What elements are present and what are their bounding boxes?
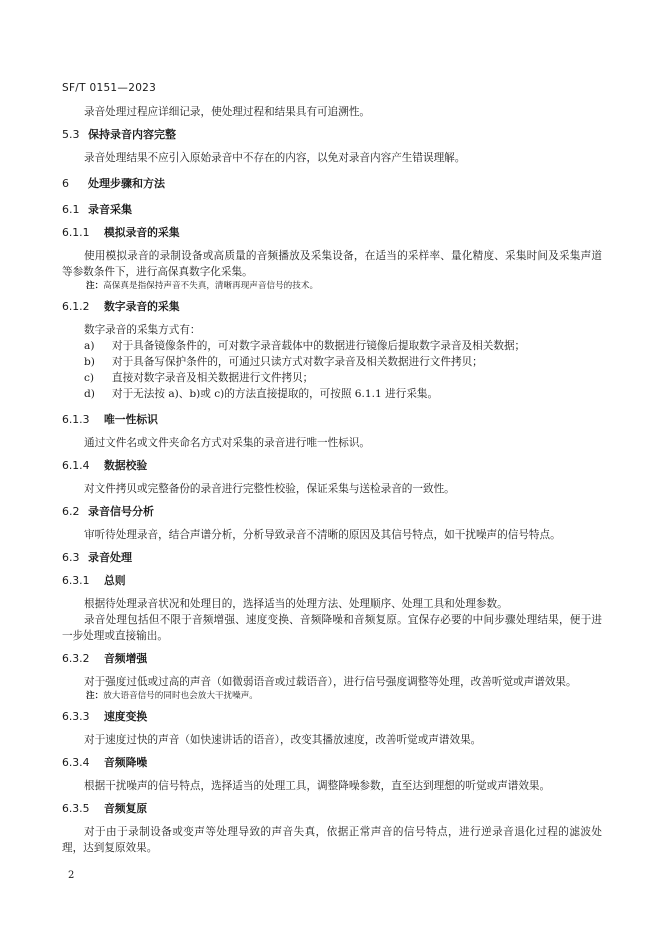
section-title: 录音采集 — [88, 203, 132, 216]
note-text: 高保真是指保持声音不失真，清晰再现声音信号的技术。 — [103, 281, 319, 291]
heading-6-3-3 — [62, 709, 602, 725]
section-number: 5.3 — [62, 128, 80, 141]
heading-5-3 — [62, 127, 602, 143]
page-body — [62, 104, 602, 856]
list-item — [62, 354, 602, 370]
section-title: 录音信号分析 — [88, 505, 154, 518]
section-title: 唯一性标识 — [104, 413, 158, 426]
section-number: 6.1.3 — [62, 413, 90, 426]
paragraph: 根据待处理录音状况和处理目的，选择适当的处理方法、处理顺序、处理工具和处理参数。 — [84, 598, 508, 610]
section-title: 音频增强 — [104, 652, 148, 665]
heading-6-3-2 — [62, 651, 602, 667]
paragraph: 录音处理包括但不限于音频增强、速度变换、音频降噪和音频复原。宜保存必要的中间步骤处理结果，便于进一步处理或直接输出。 — [62, 614, 602, 642]
page-number: 2 — [68, 870, 75, 881]
heading-6-1-2 — [62, 299, 602, 315]
paragraph: 使用模拟录音的录制设备或高质量的音频播放及采集设备，在适当的采样率、量化精度、采集时间及采集声道等参数条件下，进行高保真数字化采集。 — [62, 250, 602, 278]
list-marker: d) — [84, 388, 95, 400]
section-number: 6.1.1 — [62, 226, 90, 239]
section-title: 保持录音内容完整 — [88, 128, 176, 141]
paragraph: 录音处理过程应详细记录，使处理过程和结果具有可追溯性。 — [84, 106, 371, 118]
heading-6-2 — [62, 504, 602, 520]
paragraph: 对文件拷贝或完整备份的录音进行完整性校验，保证采集与送检录音的一致性。 — [84, 483, 455, 495]
section-title: 处理步骤和方法 — [88, 177, 165, 190]
paragraph: 根据干扰噪声的信号特点，选择适当的处理工具，调整降噪参数，直至达到理想的听觉或声谱效果。 — [84, 780, 551, 792]
section-number: 6.2 — [62, 505, 80, 518]
section-title: 音频降噪 — [104, 756, 148, 769]
paragraph: 审听待处理录音，结合声谱分析，分析导致录音不清晰的原因及其信号特点，如干扰噪声的信号特点。 — [84, 529, 561, 541]
paragraph: 通过文件名或文件夹命名方式对采集的录音进行唯一性标识。 — [84, 437, 371, 449]
heading-6-1-4 — [62, 458, 602, 474]
paragraph: 对于强度过低或过高的声音（如微弱语音或过载语音），进行信号强度调整等处理，改善听觉或声谱效果。 — [84, 676, 577, 688]
section-number: 6.3.3 — [62, 710, 90, 723]
paragraph: 数字录音的采集方式有： — [84, 324, 201, 336]
section-number: 6.1.2 — [62, 300, 90, 313]
note-label: 注： — [86, 281, 104, 291]
list-marker: c) — [84, 372, 95, 384]
section-number: 6 — [62, 177, 69, 190]
section-number: 6.1 — [62, 203, 80, 216]
note — [62, 690, 602, 702]
note — [62, 280, 602, 292]
list-marker: b) — [84, 356, 95, 368]
heading-6 — [62, 176, 602, 192]
section-title: 音频复原 — [104, 802, 148, 815]
heading-6-3-1 — [62, 573, 602, 589]
section-number: 6.3 — [62, 551, 80, 564]
paragraph: 对于由于录制设备或变声等处理导致的声音失真，依据正常声音的信号特点，进行逆录音退化过程的滤波处理，达到复原效果。 — [62, 826, 602, 854]
list-marker: a) — [84, 340, 95, 352]
section-title: 总则 — [104, 574, 126, 587]
paragraph: 对于速度过快的声音（如快速讲话的语音），改变其播放速度，改善听觉或声谱效果。 — [84, 734, 482, 746]
heading-6-1-1 — [62, 225, 602, 241]
document-id: SF/T 0151—2023 — [62, 82, 157, 94]
section-title: 模拟录音的采集 — [104, 226, 180, 239]
section-title: 数字录音的采集 — [104, 300, 180, 313]
note-text: 放大语音信号的同时也会放大干扰噪声。 — [103, 691, 258, 701]
list-item-text: 对于无法按 a)、b)或 c)的方法直接提取的，可按照 6.1.1 进行采集。 — [112, 388, 439, 400]
section-number: 6.1.4 — [62, 459, 90, 472]
list-item — [62, 370, 602, 386]
list-item — [62, 386, 602, 402]
paragraph: 录音处理结果不应引入原始录音中不存在的内容，以免对录音内容产生错误理解。 — [84, 152, 466, 164]
heading-6-1 — [62, 202, 602, 218]
list-item-text: 对于具备镜像条件的，可对数字录音载体中的数据进行镜像后提取数字录音及相关数据； — [112, 340, 526, 352]
section-number: 6.3.5 — [62, 802, 90, 815]
list-item — [62, 338, 602, 354]
section-title: 速度变换 — [104, 710, 148, 723]
heading-6-3-4 — [62, 755, 602, 771]
section-title: 录音处理 — [88, 551, 132, 564]
heading-6-1-3 — [62, 412, 602, 428]
section-number: 6.3.1 — [62, 574, 90, 587]
section-title: 数据校验 — [104, 459, 148, 472]
heading-6-3-5 — [62, 801, 602, 817]
note-label: 注： — [86, 691, 104, 701]
list-item-text: 直接对数字录音及相关数据进行文件拷贝； — [112, 372, 314, 384]
heading-6-3 — [62, 550, 602, 566]
section-number: 6.3.4 — [62, 756, 90, 769]
section-number: 6.3.2 — [62, 652, 90, 665]
list-item-text: 对于具备写保护条件的，可通过只读方式对数字录音及相关数据进行文件拷贝； — [112, 356, 483, 368]
